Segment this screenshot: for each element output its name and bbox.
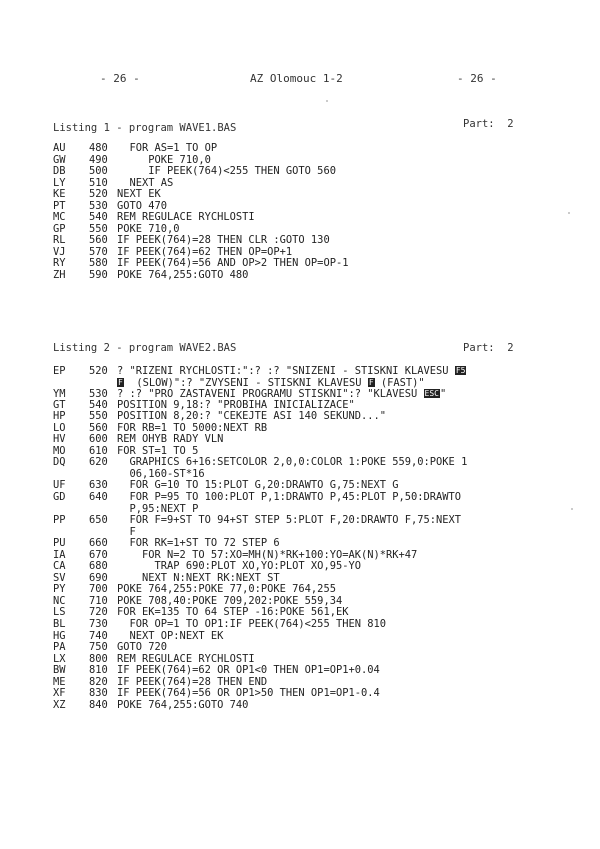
checksum: XF: [53, 687, 66, 700]
checksum: HV: [53, 433, 66, 446]
statement: POSITION 8,20:? "CEKEJTE ASI 140 SEKUND...": [117, 410, 386, 423]
checksum: MC: [53, 211, 66, 224]
line-number: 740: [89, 629, 108, 642]
line-number: 730: [89, 618, 108, 631]
listing1-part-value: 2: [507, 118, 514, 130]
statement: FOR ST=1 TO 5: [117, 444, 199, 457]
statement: F: [117, 525, 136, 538]
line-number: 800: [89, 652, 108, 665]
code-line: [53, 377, 467, 389]
line-number: 590: [89, 269, 108, 282]
scan-speck: [326, 100, 328, 102]
checksum: GD: [53, 491, 66, 504]
line-number: 720: [89, 606, 108, 619]
checksum: IA: [53, 548, 66, 561]
code-line: [53, 642, 467, 654]
checksum: PT: [53, 199, 66, 212]
checksum: HG: [53, 629, 66, 642]
listing1-title: Listing 1 - program WAVE1.BAS: [53, 122, 237, 134]
line-number: 690: [89, 571, 108, 584]
statement: NEXT N:NEXT RK:NEXT ST: [117, 571, 280, 584]
statement: IF PEEK(764)<255 THEN GOTO 560: [117, 165, 336, 178]
checksum: PP: [53, 514, 66, 527]
line-number: 560: [89, 421, 108, 434]
listing1-code: [53, 143, 348, 282]
line-number: 610: [89, 444, 108, 457]
line-number: 710: [89, 594, 108, 607]
page-header-title: AZ Olomouc 1-2: [250, 72, 343, 85]
statement: 06,160-ST*16: [117, 467, 205, 480]
checksum: ZH: [53, 269, 66, 282]
checksum: RY: [53, 257, 66, 270]
listing1-part: [463, 118, 514, 130]
code-line: [53, 166, 348, 178]
scan-speck: [568, 212, 570, 214]
page-number-right: - 26 -: [457, 72, 497, 85]
line-number: 810: [89, 664, 108, 677]
checksum: GW: [53, 153, 66, 166]
line-number: 680: [89, 560, 108, 573]
line-number: 520: [89, 365, 108, 377]
statement: ? :? "PRO ZASTAVENI PROGRAMU STISKNI":? "KLAVESU: [117, 388, 424, 401]
listing1-part-label: Part:: [463, 118, 495, 130]
checksum: PA: [53, 641, 66, 654]
checksum: LO: [53, 421, 66, 434]
statement: NEXT EK: [117, 188, 161, 201]
line-number: 600: [89, 433, 108, 446]
line-number: 540: [89, 398, 108, 411]
statement: GOTO 720: [117, 641, 168, 654]
statement: TRAP 690:PLOT XO,YO:PLOT XO,95-YO: [117, 560, 361, 573]
code-line: [53, 457, 467, 469]
statement: REM REGULACE RYCHLOSTI: [117, 652, 255, 665]
checksum: DB: [53, 165, 66, 178]
statement: POKE 764,255:POKE 77,0:POKE 764,255: [117, 583, 336, 596]
checksum: BL: [53, 618, 66, 631]
checksum: GP: [53, 222, 66, 235]
statement: IF PEEK(764)=62 OR OP1<0 THEN OP1=OP1+0.04: [117, 664, 380, 677]
statement: FOR OP=1 TO OP1:IF PEEK(764)<255 THEN 810: [117, 618, 386, 631]
statement: P,95:NEXT P: [117, 502, 199, 515]
statement: IF PEEK(764)=28 THEN END: [117, 675, 268, 688]
checksum: HP: [53, 410, 66, 423]
line-number: 670: [89, 548, 108, 561]
statement: NEXT AS: [117, 176, 174, 189]
checksum: BW: [53, 664, 66, 677]
checksum: DQ: [53, 456, 66, 469]
statement: FOR AS=1 TO OP: [117, 142, 218, 154]
statement-tail: ": [439, 388, 447, 401]
checksum: GT: [53, 398, 66, 411]
checksum: PU: [53, 537, 66, 550]
statement: POKE 708,40:POKE 709,202:POKE 559,34: [117, 594, 343, 607]
listing2-part-label: Part:: [463, 342, 495, 354]
checksum: RL: [53, 234, 66, 247]
line-number: 840: [89, 698, 108, 711]
statement: IF PEEK(764)=56 OR OP1>50 THEN OP1=OP1-0.4: [117, 687, 380, 700]
inverse-key-label: F: [368, 377, 374, 387]
line-number: 530: [89, 388, 108, 401]
inverse-key-label: ESC: [424, 389, 439, 399]
scan-speck: [571, 508, 573, 510]
statement-tail: (FAST)": [374, 376, 425, 389]
statement: GOTO 470: [117, 199, 168, 212]
line-number: 830: [89, 687, 108, 700]
code-line: [53, 423, 467, 435]
code-line: [53, 434, 467, 446]
inverse-key-label: F: [118, 377, 123, 387]
checksum: EP: [53, 365, 66, 377]
statement: FOR F=9+ST TO 94+ST STEP 5:PLOT F,20:DRAWTO F,75:NEXT: [117, 514, 462, 527]
line-number: 550: [89, 410, 108, 423]
line-number: 520: [89, 188, 108, 201]
listing2-part-value: 2: [507, 342, 514, 354]
line-number: 500: [89, 165, 108, 178]
listing2-part: [463, 342, 514, 354]
checksum: VJ: [53, 245, 66, 258]
line-number: 660: [89, 537, 108, 550]
statement: REM OHYB RADY VLN: [117, 433, 224, 446]
inverse-key-label: F5: [455, 366, 466, 375]
statement: FOR RK=1+ST TO 72 STEP 6: [117, 537, 280, 550]
line-number: 580: [89, 257, 108, 270]
statement: (SLOW)":? "ZVYSENI - STISKNI KLAVESU: [123, 376, 368, 389]
line-number: 640: [89, 491, 108, 504]
statement: IF PEEK(764)=28 THEN CLR :GOTO 130: [117, 234, 330, 247]
statement: GRAPHICS 6+16:SETCOLOR 2,0,0:COLOR 1:POKE 559,0:POKE 1: [117, 456, 468, 469]
statement: IF PEEK(764)=62 THEN OP=OP+1: [117, 245, 293, 258]
line-number: 570: [89, 245, 108, 258]
statement: FOR RB=1 TO 5000:NEXT RB: [117, 421, 268, 434]
statement: POKE 710,0: [117, 153, 211, 166]
checksum: ME: [53, 675, 66, 688]
statement: FOR P=95 TO 100:PLOT P,1:DRAWTO P,45:PLOT P,50:DRAWTO: [117, 491, 462, 504]
statement: POSITION 9,18:? "PROBIHA INICIALIZACE": [117, 398, 355, 411]
code-line: [53, 619, 467, 631]
code-line: [53, 515, 467, 527]
statement: REM REGULACE RYCHLOSTI: [117, 211, 255, 224]
line-number: 560: [89, 234, 108, 247]
statement: FOR N=2 TO 57:XO=MH(N)*RK+100:YO=AK(N)*RK+47: [117, 548, 418, 561]
checksum: YM: [53, 388, 66, 401]
line-number: 510: [89, 176, 108, 189]
statement: POKE 764,255:GOTO 480: [117, 269, 249, 282]
line-number: 620: [89, 456, 108, 469]
statement: FOR EK=135 TO 64 STEP -16:POKE 561,EK: [117, 606, 349, 619]
checksum: KE: [53, 188, 66, 201]
line-number: 480: [89, 142, 108, 154]
statement: ? "RIZENI RYCHLOSTI:":? :? "SNIZENI - STISKNI KLAVESU: [117, 365, 455, 377]
code-line: [53, 688, 467, 700]
statement: POKE 764,255:GOTO 740: [117, 698, 249, 711]
checksum: UF: [53, 479, 66, 492]
checksum: LY: [53, 176, 66, 189]
code-line: [53, 270, 348, 282]
line-number: 820: [89, 675, 108, 688]
line-number: 530: [89, 199, 108, 212]
listing2-code: [53, 365, 467, 711]
code-line: [53, 700, 467, 712]
line-number: 750: [89, 641, 108, 654]
checksum: AU: [53, 142, 66, 154]
line-number: 550: [89, 222, 108, 235]
checksum: LX: [53, 652, 66, 665]
line-number: 700: [89, 583, 108, 596]
code-line: [53, 189, 348, 201]
checksum: CA: [53, 560, 66, 573]
code-line: [53, 492, 467, 504]
listing2-title: Listing 2 - program WAVE2.BAS: [53, 342, 237, 354]
statement: POKE 710,0: [117, 222, 180, 235]
statement: FOR G=10 TO 15:PLOT G,20:DRAWTO G,75:NEXT G: [117, 479, 399, 492]
line-number: 490: [89, 153, 108, 166]
statement: IF PEEK(764)=56 AND OP>2 THEN OP=OP-1: [117, 257, 349, 270]
line-number: 630: [89, 479, 108, 492]
checksum: NC: [53, 594, 66, 607]
checksum: SV: [53, 571, 66, 584]
code-line: [53, 631, 467, 643]
statement: NEXT OP:NEXT EK: [117, 629, 224, 642]
checksum: PY: [53, 583, 66, 596]
line-number: 650: [89, 514, 108, 527]
page-number-left: - 26 -: [100, 72, 140, 85]
checksum: XZ: [53, 698, 66, 711]
checksum: MO: [53, 444, 66, 457]
code-line: [53, 365, 467, 377]
line-number: 540: [89, 211, 108, 224]
checksum: LS: [53, 606, 66, 619]
